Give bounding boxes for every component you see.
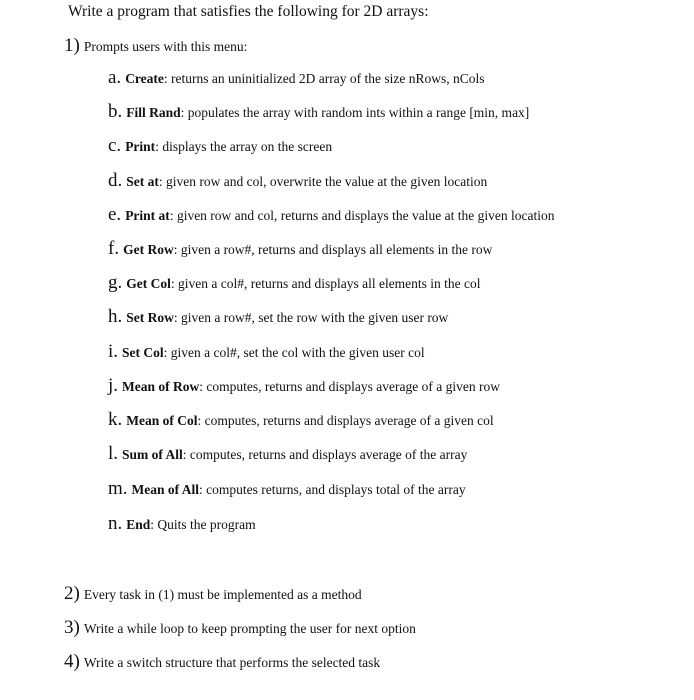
- menu-term: Set Col: [122, 345, 164, 360]
- menu-letter: a.: [108, 67, 122, 88]
- menu-desc: : given a col#, returns and displays all elements in the col: [170, 276, 481, 291]
- menu-item-e: [108, 205, 554, 226]
- item-number: 1): [64, 35, 80, 56]
- item-text: Write a switch structure that performs the selected task: [83, 655, 381, 670]
- numbered-item-3: [64, 618, 416, 639]
- menu-desc: : given a row#, returns and displays all elements in the row: [173, 242, 493, 257]
- menu-desc: : given a col#, set the col with the given user col: [163, 345, 425, 360]
- menu-term: Mean of All: [131, 482, 200, 497]
- numbered-item-2: [64, 584, 362, 605]
- menu-item-c: [108, 136, 332, 157]
- menu-item-b: [108, 102, 529, 123]
- menu-letter: m.: [108, 478, 128, 499]
- menu-term: Set at: [126, 174, 159, 189]
- menu-desc: : returns an uninitialized 2D array of the size nRows, nCols: [163, 71, 485, 86]
- menu-desc: : given a row#, set the row with the given user row: [173, 310, 449, 325]
- numbered-item-4: [64, 652, 380, 673]
- menu-item-g: [108, 273, 481, 294]
- menu-letter: c.: [108, 135, 122, 156]
- item-text: Write a while loop to keep prompting the user for next option: [83, 621, 416, 636]
- menu-letter: h.: [108, 306, 123, 327]
- menu-letter: i.: [108, 341, 119, 362]
- assignment-heading: Write a program that satisfies the following for 2D arrays:: [68, 3, 429, 20]
- item-number: 4): [64, 651, 80, 672]
- menu-item-k: [108, 410, 494, 431]
- menu-item-j: [108, 376, 500, 397]
- menu-letter: b.: [108, 101, 123, 122]
- menu-term: Sum of All: [122, 447, 183, 462]
- menu-desc: : displays the array on the screen: [155, 139, 333, 154]
- menu-term: Fill Rand: [126, 105, 181, 120]
- menu-item-n: [108, 514, 256, 535]
- menu-item-h: [108, 307, 448, 328]
- menu-desc: : given row and col, overwrite the value at the given location: [158, 174, 488, 189]
- menu-letter: j.: [108, 375, 119, 396]
- menu-term: Get Row: [123, 242, 174, 257]
- menu-item-m: [108, 479, 466, 500]
- numbered-item-1: [64, 36, 247, 57]
- menu-letter: g.: [108, 272, 123, 293]
- item-text: Every task in (1) must be implemented as a method: [83, 587, 362, 602]
- menu-desc: : populates the array with random ints within a range [min, max]: [180, 105, 530, 120]
- menu-item-i: [108, 342, 425, 363]
- menu-term: Mean of Col: [126, 413, 198, 428]
- menu-desc: : computes, returns and displays average of a given row: [199, 379, 500, 394]
- menu-term: Create: [125, 71, 164, 86]
- item-number: 2): [64, 583, 80, 604]
- menu-term: Get Col: [126, 276, 171, 291]
- menu-desc: : given row and col, returns and displays the value at the given location: [169, 208, 555, 223]
- menu-letter: l.: [108, 443, 119, 464]
- menu-desc: : computes returns, and displays total of the array: [199, 482, 466, 497]
- menu-term: Mean of Row: [122, 379, 200, 394]
- menu-letter: n.: [108, 513, 123, 534]
- item-text: Prompts users with this menu:: [83, 39, 248, 54]
- menu-term: Set Row: [126, 310, 174, 325]
- item-number: 3): [64, 617, 80, 638]
- menu-desc: : computes, returns and displays average of a given col: [197, 413, 494, 428]
- menu-letter: e.: [108, 204, 122, 225]
- menu-desc: : computes, returns and displays average of the array: [182, 447, 468, 462]
- menu-item-a: [108, 68, 484, 89]
- menu-item-f: [108, 239, 492, 260]
- menu-term: End: [126, 517, 151, 532]
- menu-term: Print at: [125, 208, 170, 223]
- menu-item-l: [108, 444, 467, 465]
- menu-item-d: [108, 171, 487, 192]
- menu-letter: d.: [108, 170, 123, 191]
- menu-letter: k.: [108, 409, 123, 430]
- menu-letter: f.: [108, 238, 120, 259]
- menu-term: Print: [125, 139, 156, 154]
- menu-desc: : Quits the program: [150, 517, 256, 532]
